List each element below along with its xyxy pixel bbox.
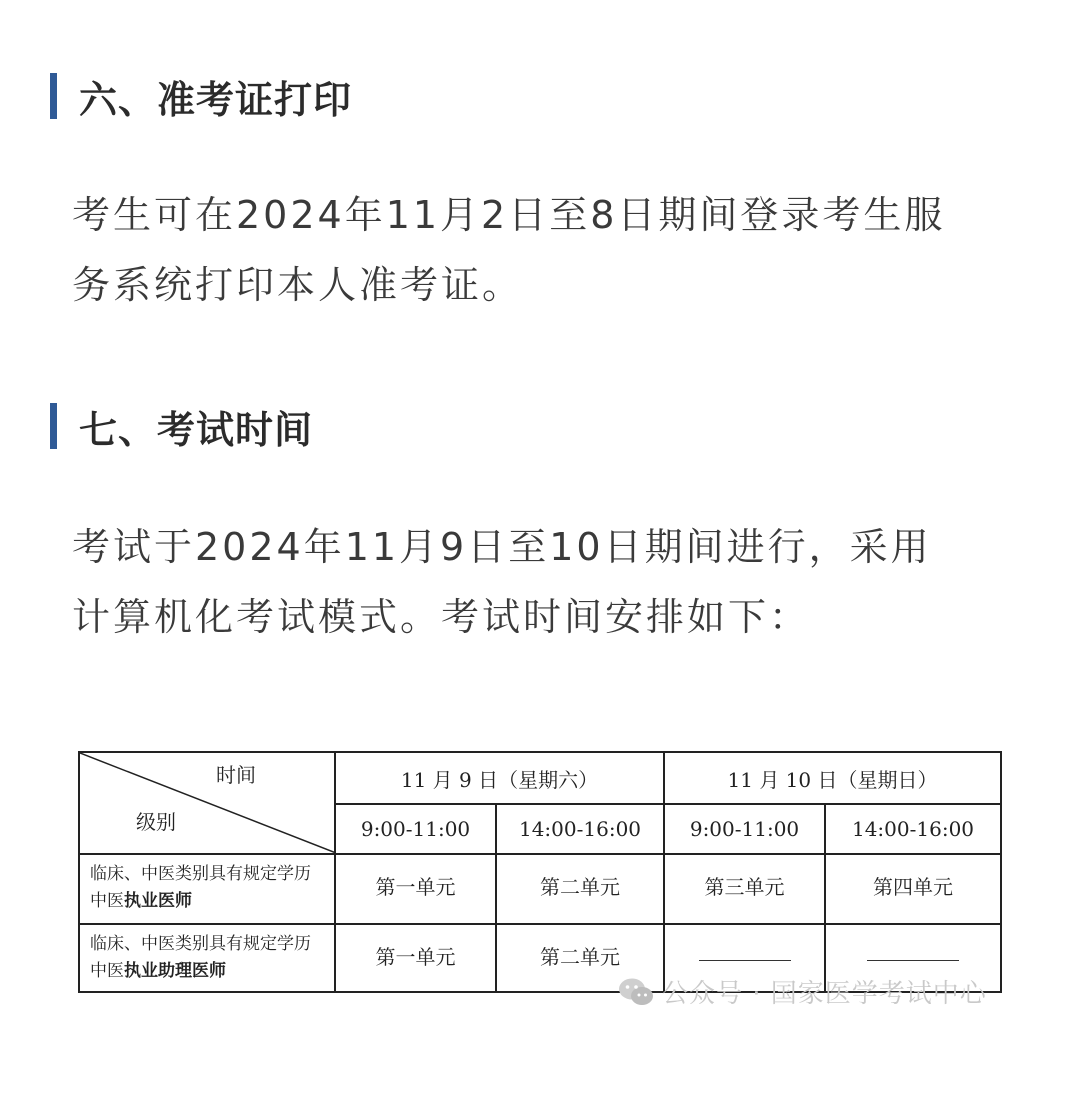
table-header-time: 9:00-11:00 xyxy=(664,804,825,854)
level-line: 临床、中医类别具有规定学历 xyxy=(90,864,311,884)
table-cell-unit: 第二单元 xyxy=(496,924,664,992)
level-line xyxy=(90,888,334,915)
watermark xyxy=(618,973,987,1010)
table-cell-level xyxy=(79,924,335,992)
table-header-time: 14:00-16:00 xyxy=(825,804,1001,854)
body-line: 考生可在2024年11月2日至8日期间登录考生服 xyxy=(72,193,946,237)
body-line: 务系统打印本人准考证。 xyxy=(72,263,524,307)
empty-dash xyxy=(867,960,959,961)
level-prefix: 中医 xyxy=(90,961,124,981)
table-cell-unit: 第一单元 xyxy=(335,924,496,992)
table-cell-unit: 第三单元 xyxy=(664,854,825,924)
level-line: 临床、中医类别具有规定学历 xyxy=(90,934,311,954)
section-body-exam-time xyxy=(72,512,1022,652)
table-cell-unit: 第一单元 xyxy=(335,854,496,924)
wechat-icon xyxy=(618,977,654,1007)
table-corner-cell xyxy=(79,752,335,854)
section-title: 六、准考证打印 xyxy=(79,77,353,122)
heading-accent-bar xyxy=(50,73,57,119)
exam-schedule-table-wrapper xyxy=(78,751,1000,993)
table-header-day: 11 月 10 日（星期日） xyxy=(664,752,1001,804)
table-cell-unit: 第二单元 xyxy=(496,854,664,924)
table-header-time: 14:00-16:00 xyxy=(496,804,664,854)
table-cell-unit: 第四单元 xyxy=(825,854,1001,924)
corner-label-level: 级别 xyxy=(136,810,176,834)
heading-accent-bar xyxy=(50,403,57,449)
body-line: 考试于2024年11月9日至10日期间进行，采用 xyxy=(72,525,932,569)
table-header-time: 9:00-11:00 xyxy=(335,804,496,854)
table-header-row-days xyxy=(79,752,1001,804)
watermark-text: 公众号 · 国家医学考试中心 xyxy=(662,979,987,1009)
level-title: 执业助理医师 xyxy=(124,961,226,981)
exam-schedule-table xyxy=(78,751,1002,993)
table-row xyxy=(79,854,1001,924)
table-header-day: 11 月 9 日（星期六） xyxy=(335,752,664,804)
table-cell-level xyxy=(79,854,335,924)
level-prefix: 中医 xyxy=(90,891,124,911)
body-line: 计算机化考试模式。考试时间安排如下： xyxy=(72,595,811,639)
section-body-admission-ticket xyxy=(72,180,1022,320)
empty-dash xyxy=(699,960,791,961)
level-title: 执业医师 xyxy=(124,891,192,911)
diagonal-divider xyxy=(80,753,335,854)
section-title: 七、考试时间 xyxy=(79,407,314,452)
corner-label-time: 时间 xyxy=(216,763,256,787)
section-heading-admission-ticket xyxy=(50,72,352,120)
section-heading-exam-time xyxy=(50,402,313,450)
level-line xyxy=(90,958,334,985)
